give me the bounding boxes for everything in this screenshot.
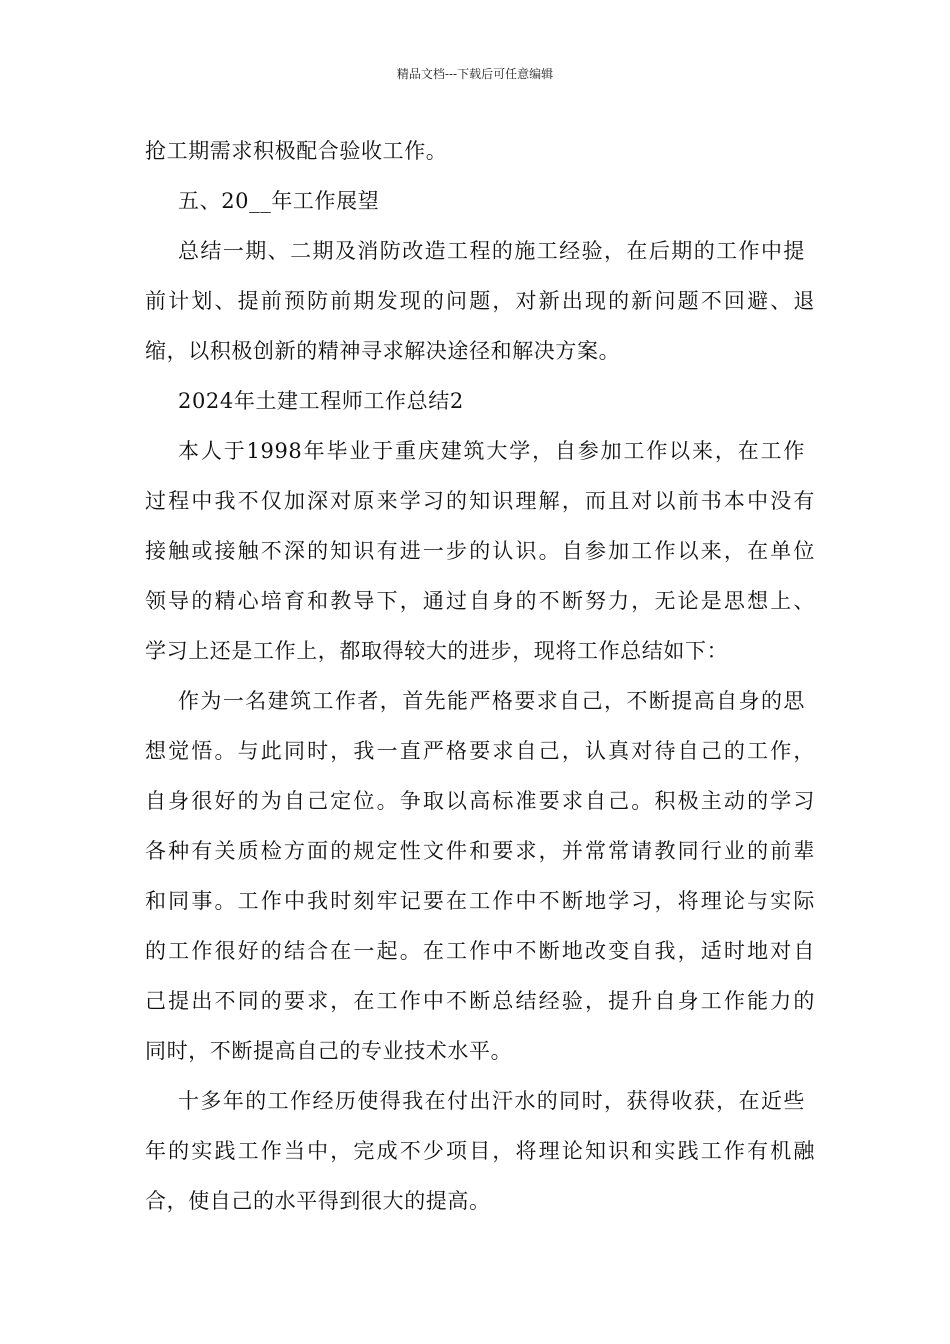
text-line: 年的实践工作当中，完成不少项目，将理论知识和实践工作有机融 [145,1139,815,1163]
text-line: 各种有关质检方面的规定性文件和要求，并常常请教同行业的前辈 [145,839,815,863]
section-heading: 2024年土建工程师工作总结2 [178,389,464,413]
text-line: 总结一期、二期及消防改造工程的施工经验，在后期的工作中提 [178,239,805,263]
text-line: 十多年的工作经历使得我在付出汗水的同时，获得收获，在近些 [178,1089,805,1113]
text-line: 自身很好的为自己定位。争取以高标准要求自己。积极主动的学习 [145,789,815,813]
text-line: 接触或接触不深的知识有进一步的认识。自参加工作以来，在单位 [145,539,815,563]
text-line: 想觉悟。与此同时，我一直严格要求自己，认真对待自己的工作， [145,739,815,763]
text-line: 作为一名建筑工作者，首先能严格要求自己，不断提高自身的思 [178,689,805,713]
text-line: 同时，不断提高自己的专业技术水平。 [145,1039,513,1063]
text-line: 前计划、提前预防前期发现的问题，对新出现的新问题不回避、退 [145,289,815,313]
page-header: 精品文档---下载后可任意编辑 [396,67,554,81]
text-line: 的工作很好的结合在一起。在工作中不断地改变自我，适时地对自 [145,939,815,963]
text-line: 缩，以积极创新的精神寻求解决途径和解决方案。 [145,339,621,363]
text-line: 合，使自己的水平得到很大的提高。 [145,1189,491,1213]
text-line: 学习上还是工作上，都取得较大的进步，现将工作总结如下： [145,639,729,663]
text-line: 过程中我不仅加深对原来学习的知识理解，而且对以前书本中没有 [145,489,815,513]
text-line: 本人于1998年毕业于重庆建筑大学，自参加工作以来，在工作 [178,439,805,463]
text-line: 和同事。工作中我时刻牢记要在工作中不断地学习，将理论与实际 [145,889,815,913]
section-heading: 五、20__年工作展望 [178,189,380,213]
text-line: 领导的精心培育和教导下，通过自身的不断努力，无论是思想上、 [145,589,815,613]
text-line: 抢工期需求积极配合验收工作。 [145,139,448,163]
text-line: 己提出不同的要求，在工作中不断总结经验，提升自身工作能力的 [145,989,815,1013]
